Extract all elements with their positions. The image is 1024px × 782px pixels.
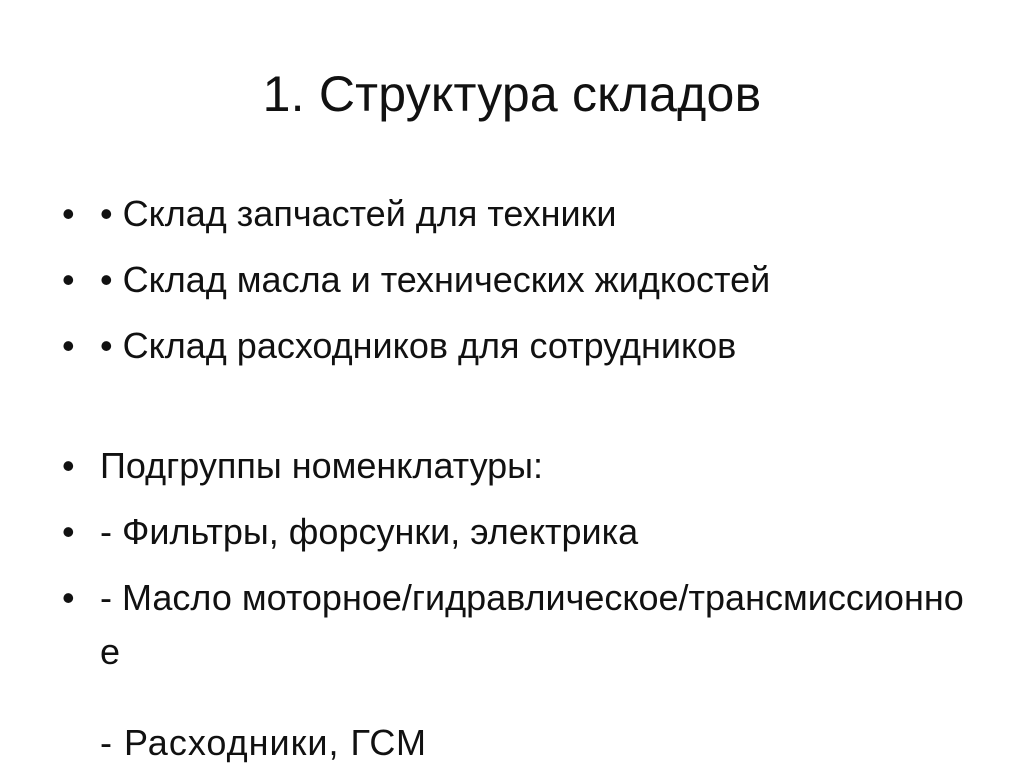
bullet-icon: • [62,259,75,300]
cutoff-list-item-text: - Расходники, ГСМ [100,722,427,763]
cutoff-list-item [100,722,460,782]
list-item-text: • Склад запчастей для техники [100,193,617,234]
list-item-text: - Фильтры, форсунки, электрика [100,511,639,552]
list-item [62,253,982,307]
list-item [62,439,982,493]
slide-title: 1. Структура складов [262,66,762,122]
list-item [62,319,982,373]
list-item-text: - Масло моторное/гидравлическое/трансмиссионное [100,577,964,672]
list-item-text: Подгруппы номенклатуры: [100,445,544,486]
list-item [62,187,982,241]
list-item-text: • Склад расходников для сотрудников [100,325,737,366]
bullet-icon: • [62,193,75,234]
bullet-icon: • [62,577,75,618]
bullet-icon: • [62,511,75,552]
list-item [62,571,982,679]
bullet-list [62,187,982,691]
list-item-text: • Склад масла и технических жидкостей [100,259,771,300]
bullet-icon: • [62,325,75,366]
bullet-icon: • [62,445,75,486]
list-item [62,505,982,559]
